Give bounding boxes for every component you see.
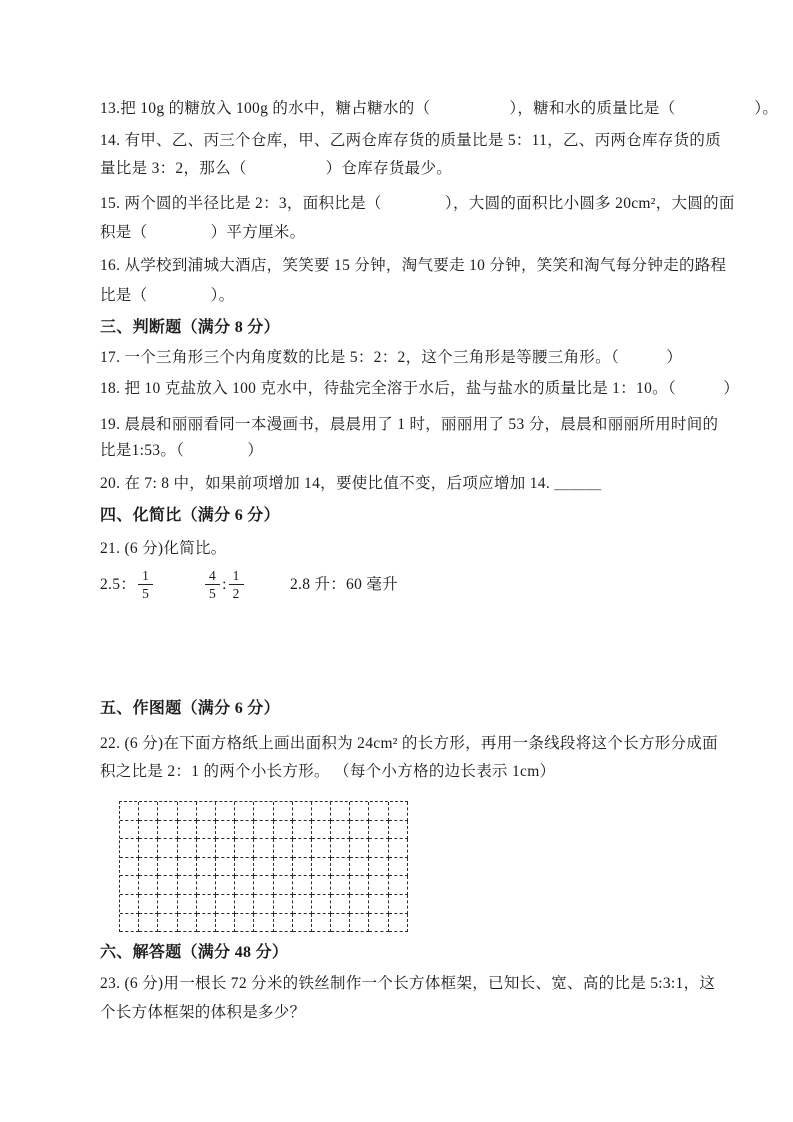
grid-cell <box>312 802 331 821</box>
grid-cell <box>120 821 139 840</box>
grid-cell <box>216 839 235 858</box>
grid-cell <box>197 858 216 877</box>
grid-cell <box>293 876 312 895</box>
grid-cell <box>274 802 293 821</box>
grid-cell <box>312 858 331 877</box>
fraction-four-fifths: $\frac{4}{5}$ <box>205 568 220 601</box>
grid-cell <box>389 802 408 821</box>
grid-cell <box>331 821 350 840</box>
grid-cell <box>139 858 158 877</box>
grid-cell <box>293 821 312 840</box>
grid-cell <box>216 895 235 914</box>
grid-cell <box>178 858 197 877</box>
grid-cell <box>254 839 273 858</box>
grid-cell <box>178 821 197 840</box>
grid-cell <box>197 914 216 933</box>
section-heading-draw: 五、作图题（满分 6 分） <box>100 700 280 717</box>
grid-cell <box>178 914 197 933</box>
grid-cell <box>389 858 408 877</box>
grid-cell <box>158 802 177 821</box>
grid-cell <box>235 895 254 914</box>
grid-cell <box>389 895 408 914</box>
grid-cell <box>197 839 216 858</box>
grid-cell <box>216 858 235 877</box>
grid-cell <box>120 876 139 895</box>
grid-cell <box>350 895 369 914</box>
question-23-line2: 个长方体框架的体积是多少？ <box>100 1004 306 1021</box>
grid-cell <box>331 895 350 914</box>
grid-cell <box>254 802 273 821</box>
grid-cell <box>120 858 139 877</box>
question-17: 17. 一个三角形三个内角度数的比是 5：2：2，这个三角形是等腰三角形。（ ） <box>100 349 683 366</box>
grid-cell <box>331 876 350 895</box>
grid-cell <box>235 914 254 933</box>
grid-cell <box>235 821 254 840</box>
grid-cell <box>139 821 158 840</box>
grid-cell <box>331 839 350 858</box>
grid-cell <box>369 802 388 821</box>
question-14-line2: 量比是 3：2，那么（ ）仓库存货最少。 <box>100 160 453 177</box>
grid-cell <box>235 876 254 895</box>
grid-cell <box>293 895 312 914</box>
grid-cell <box>254 858 273 877</box>
question-19-line2: 比是1:53。（ ） <box>100 442 264 459</box>
grid-cell <box>197 821 216 840</box>
grid-cell <box>350 914 369 933</box>
grid-cell <box>158 821 177 840</box>
grid-cell <box>216 914 235 933</box>
grid-cell <box>293 802 312 821</box>
grid-cell <box>254 895 273 914</box>
grid-cell <box>216 821 235 840</box>
grid-cell <box>254 914 273 933</box>
grid-cell <box>216 876 235 895</box>
grid-cell <box>389 876 408 895</box>
grid-cell <box>274 839 293 858</box>
question-20: 20. 在 7: 8 中，如果前项增加 14，要使比值不变，后项应增加 14. ＿＿＿ <box>100 475 602 492</box>
grid-cell <box>350 821 369 840</box>
grid-cell <box>312 895 331 914</box>
grid-cell <box>139 839 158 858</box>
grid-cell <box>235 858 254 877</box>
fraction-one-fifth: $\frac{1}{5}$ <box>138 568 153 601</box>
grid-cell <box>178 839 197 858</box>
grid-cell <box>350 802 369 821</box>
question-21: 21. (6 分)化简比。 <box>100 540 227 557</box>
grid-cell <box>369 895 388 914</box>
grid-cell <box>158 914 177 933</box>
drawing-grid <box>119 801 408 932</box>
question-13: 13.把 10g 的糖放入 100g 的水中，糖占糖水的（ ），糖和水的质量比是（ ）。 <box>100 100 779 117</box>
grid-cell <box>158 876 177 895</box>
grid-cell <box>254 821 273 840</box>
grid-cell <box>312 876 331 895</box>
grid-cell <box>331 914 350 933</box>
grid-cell <box>120 839 139 858</box>
grid-cell <box>235 802 254 821</box>
question-15-line1: 15. 两个圆的半径比是 2：3，面积比是（ ），大圆的面积比小圆多 20cm²，大圆的面 <box>100 195 735 212</box>
question-22-line2: 积之比是 2：1 的两个小长方形。 （每个小方格的边长表示 1cm） <box>100 763 556 780</box>
expression-3: 2.8 升：60 毫升 <box>290 575 398 593</box>
question-23-line1: 23. (6 分)用一根长 72 分米的铁丝制作一个长方体框架，已知长、宽、高的比是 5:3:1，这 <box>100 975 716 992</box>
question-16-line1: 16. 从学校到浦城大酒店，笑笑要 15 分钟，淘气要走 10 分钟，笑笑和淘气每分钟走的路程 <box>100 257 727 274</box>
question-22-line1: 22. (6 分)在下面方格纸上画出面积为 24cm² 的长方形，再用一条线段将这个长方形分成面 <box>100 735 718 752</box>
grid-cell <box>389 821 408 840</box>
grid-cell <box>139 876 158 895</box>
grid-cell <box>312 821 331 840</box>
grid-cell <box>178 876 197 895</box>
grid-cell <box>158 839 177 858</box>
question-19-line1: 19. 晨晨和丽丽看同一本漫画书，晨晨用了 1 时，丽丽用了 53 分，晨晨和丽丽所用时间的 <box>100 416 719 433</box>
grid-cell <box>139 802 158 821</box>
grid-cell <box>293 839 312 858</box>
expression-2 <box>203 562 246 606</box>
grid-cell <box>158 895 177 914</box>
section-heading-judge: 三、判断题（满分 8 分） <box>100 319 280 336</box>
grid-cell <box>369 839 388 858</box>
grid-cell <box>293 914 312 933</box>
grid-cell <box>369 876 388 895</box>
grid-cell <box>274 858 293 877</box>
section-heading-simplify: 四、化简比（满分 6 分） <box>100 507 280 524</box>
grid-cell <box>216 802 235 821</box>
grid-cell <box>274 876 293 895</box>
grid-cell <box>120 802 139 821</box>
grid-cell <box>389 914 408 933</box>
grid-cell <box>389 839 408 858</box>
grid-cell <box>350 876 369 895</box>
grid-cell <box>350 858 369 877</box>
grid-cell <box>369 914 388 933</box>
grid-cell <box>312 839 331 858</box>
grid-cell <box>350 839 369 858</box>
grid-cell <box>120 914 139 933</box>
grid-cell <box>120 895 139 914</box>
question-16-line2: 比是（ ）。 <box>100 287 235 304</box>
question-14-line1: 14. 有甲、乙、丙三个仓库，甲、乙两仓库存货的质量比是 5：11，乙、丙两仓库存货的质 <box>100 132 722 149</box>
grid-cell <box>158 858 177 877</box>
grid-cell <box>369 858 388 877</box>
grid-cell <box>369 821 388 840</box>
grid-cell <box>197 876 216 895</box>
expression-1 <box>100 562 155 606</box>
grid-cell <box>139 914 158 933</box>
simplify-expressions <box>0 562 793 610</box>
grid-cell <box>254 876 273 895</box>
grid-cell <box>274 895 293 914</box>
grid-cell <box>235 839 254 858</box>
grid-cell <box>178 802 197 821</box>
grid-cell <box>197 802 216 821</box>
expression-1-prefix: 2.5： <box>100 575 137 593</box>
grid-cell <box>312 914 331 933</box>
grid-cell <box>331 802 350 821</box>
question-18: 18. 把 10 克盐放入 100 克水中，待盐完全溶于水后，盐与盐水的质量比是 1：10。（ ） <box>100 380 740 397</box>
expression-2-separator: : <box>222 575 227 593</box>
grid-cell <box>178 895 197 914</box>
grid-cell <box>139 895 158 914</box>
grid-cell <box>331 858 350 877</box>
grid-cell <box>293 858 312 877</box>
section-heading-solve: 六、解答题（满分 48 分） <box>100 944 289 961</box>
grid-cell <box>197 895 216 914</box>
fraction-one-half: $\frac{1}{2}$ <box>229 568 244 601</box>
grid-cell <box>274 821 293 840</box>
grid-cell <box>274 914 293 933</box>
question-15-line2: 积是（ ）平方厘米。 <box>100 224 306 241</box>
